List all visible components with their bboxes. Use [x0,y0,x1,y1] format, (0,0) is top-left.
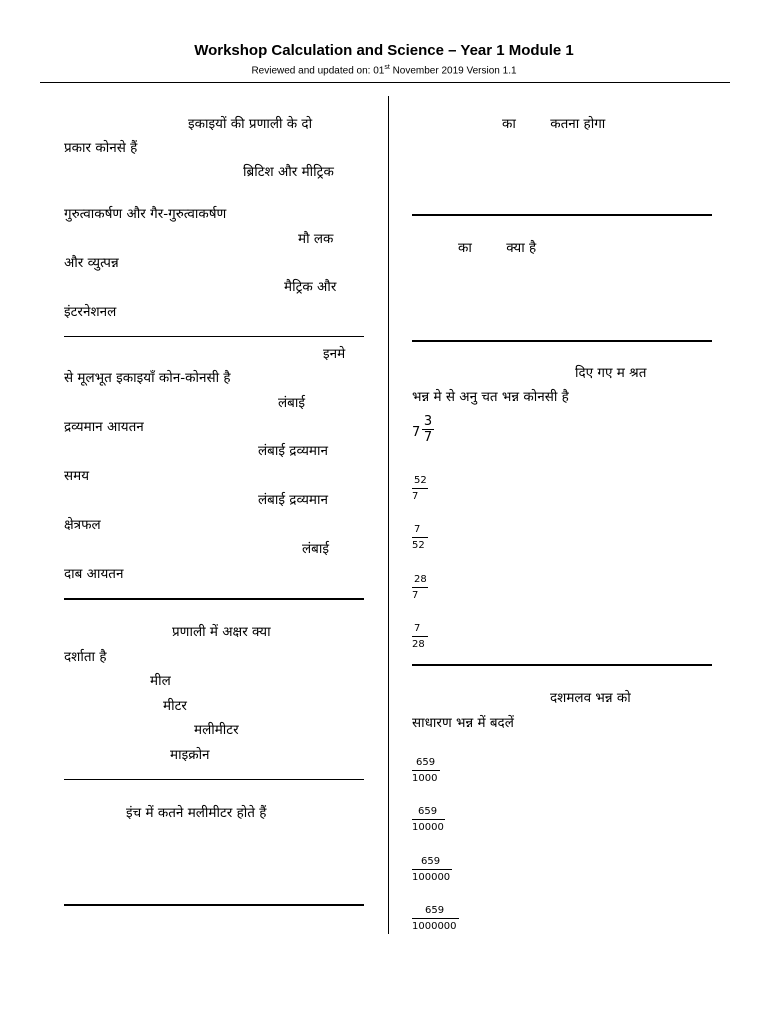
q8-option-3-fraction [412,855,452,884]
q2-line1: इनमे [323,346,346,362]
fraction-numerator: 28 [414,574,427,585]
q2-divider [64,598,364,600]
q8-line2: साधारण भन्न में बदलें [412,715,514,731]
q7-mixed-numerator: 3 [423,414,433,429]
q5-divider [412,214,712,216]
q7-mixed-fraction-part [422,414,434,445]
fraction-numerator: 659 [425,905,445,916]
q2-option-1b: द्रव्यमान आयतन [64,419,144,435]
q6-divider [412,340,712,342]
column-divider [388,96,389,934]
subtitle-superscript: st [384,64,390,71]
q7-mixed-denominator: 7 [423,430,433,445]
q7-mixed-whole: 7 [412,425,421,440]
q6-line1: का क्या है [458,240,537,256]
q2-option-4a: लंबाई [302,541,329,557]
q8-option-4-fraction [412,904,459,933]
q1-option-3a: मौ लक [298,231,334,247]
q2-option-1a: लंबाई [278,395,305,411]
q1-line2: प्रकार कोनसे हैं [64,140,138,156]
q1-option-4a: मैट्रिक और [284,279,337,295]
fraction-numerator: 659 [418,806,438,817]
page-subtitle [0,64,768,76]
q3-option-4: माइक्रोन [170,747,210,763]
fraction-denominator: 52 [412,540,425,551]
fraction-bar [412,869,452,870]
page-title: Workshop Calculation and Science – Year 1 Module 1 [194,42,574,59]
fraction-bar [412,918,459,919]
fraction-denominator: 10000 [412,822,444,833]
q7-option-2-fraction [412,474,428,503]
q8-line1: दशमलव भन्न को [550,690,631,706]
q1-option-4b: इंटरनेशनल [64,304,117,320]
q2-option-3b: क्षेत्रफल [64,517,101,533]
fraction-numerator: 659 [416,757,436,768]
fraction-bar [412,587,428,588]
q2-option-2b: समय [64,468,90,484]
q3-line2: दर्शाता है [64,649,107,665]
fraction-bar [412,636,428,637]
q3-option-1: मील [150,673,171,689]
q1-line1: इकाइयों की प्रणाली के दो [188,116,313,132]
q3-divider [64,779,364,780]
fraction-denominator: 7 [412,590,419,601]
fraction-numerator: 7 [414,623,421,634]
fraction-bar [412,488,428,489]
fraction-denominator: 1000 [412,773,438,784]
q4-divider [64,904,364,906]
fraction-denominator: 7 [412,491,419,502]
q7-line1: दिए गए म श्रत [575,365,647,381]
fraction-bar [412,537,428,538]
header-divider [40,82,730,83]
q7-option-3-fraction [412,523,428,552]
q1-option-2: गुरुत्वाकर्षण और गैर-गुरुत्वाकर्षण [64,206,227,222]
fraction-bar [412,770,440,771]
q8-option-2-fraction [412,805,445,834]
q3-line1: प्रणाली में अक्षर क्या [172,624,271,640]
fraction-denominator: 28 [412,639,425,650]
fraction-bar [412,819,445,820]
fraction-numerator: 7 [414,524,421,535]
fraction-numerator: 52 [414,475,427,486]
subtitle-prefix: Reviewed and updated on: 01 [251,65,385,77]
fraction-denominator: 100000 [412,872,451,883]
q2-option-3a: लंबाई द्रव्यमान [258,492,328,508]
q2-option-2a: लंबाई द्रव्यमान [258,443,328,459]
q5-line1: का कतना होगा [502,116,606,132]
q7-divider [412,664,712,666]
q7-option-1-mixed-fraction [412,414,442,456]
fraction-denominator: 1000000 [412,921,457,932]
q3-option-3: मलीमीटर [194,722,239,738]
q4-line1: इंच में कतने मलीमीटर होते हैं [126,805,267,821]
q8-option-1-fraction [412,756,440,785]
q1-option-3b: और व्युत्पन्न [64,255,119,271]
subtitle-suffix: November 2019 Version 1.1 [389,65,517,77]
q7-line2: भन्न मे से अनु चत भन्न कोनसी है [412,389,569,405]
q7-option-5-fraction [412,622,428,651]
q1-option-1: ब्रिटिश और मीट्रिक [243,164,334,180]
q1-divider [64,336,364,337]
q7-option-4-fraction [412,573,428,602]
q3-option-2: मीटर [163,698,187,714]
q2-line2: से मूलभूत इकाइयाँ कोन-कोनसी है [64,370,231,386]
fraction-numerator: 659 [421,856,441,867]
q2-option-4b: दाब आयतन [64,566,124,582]
